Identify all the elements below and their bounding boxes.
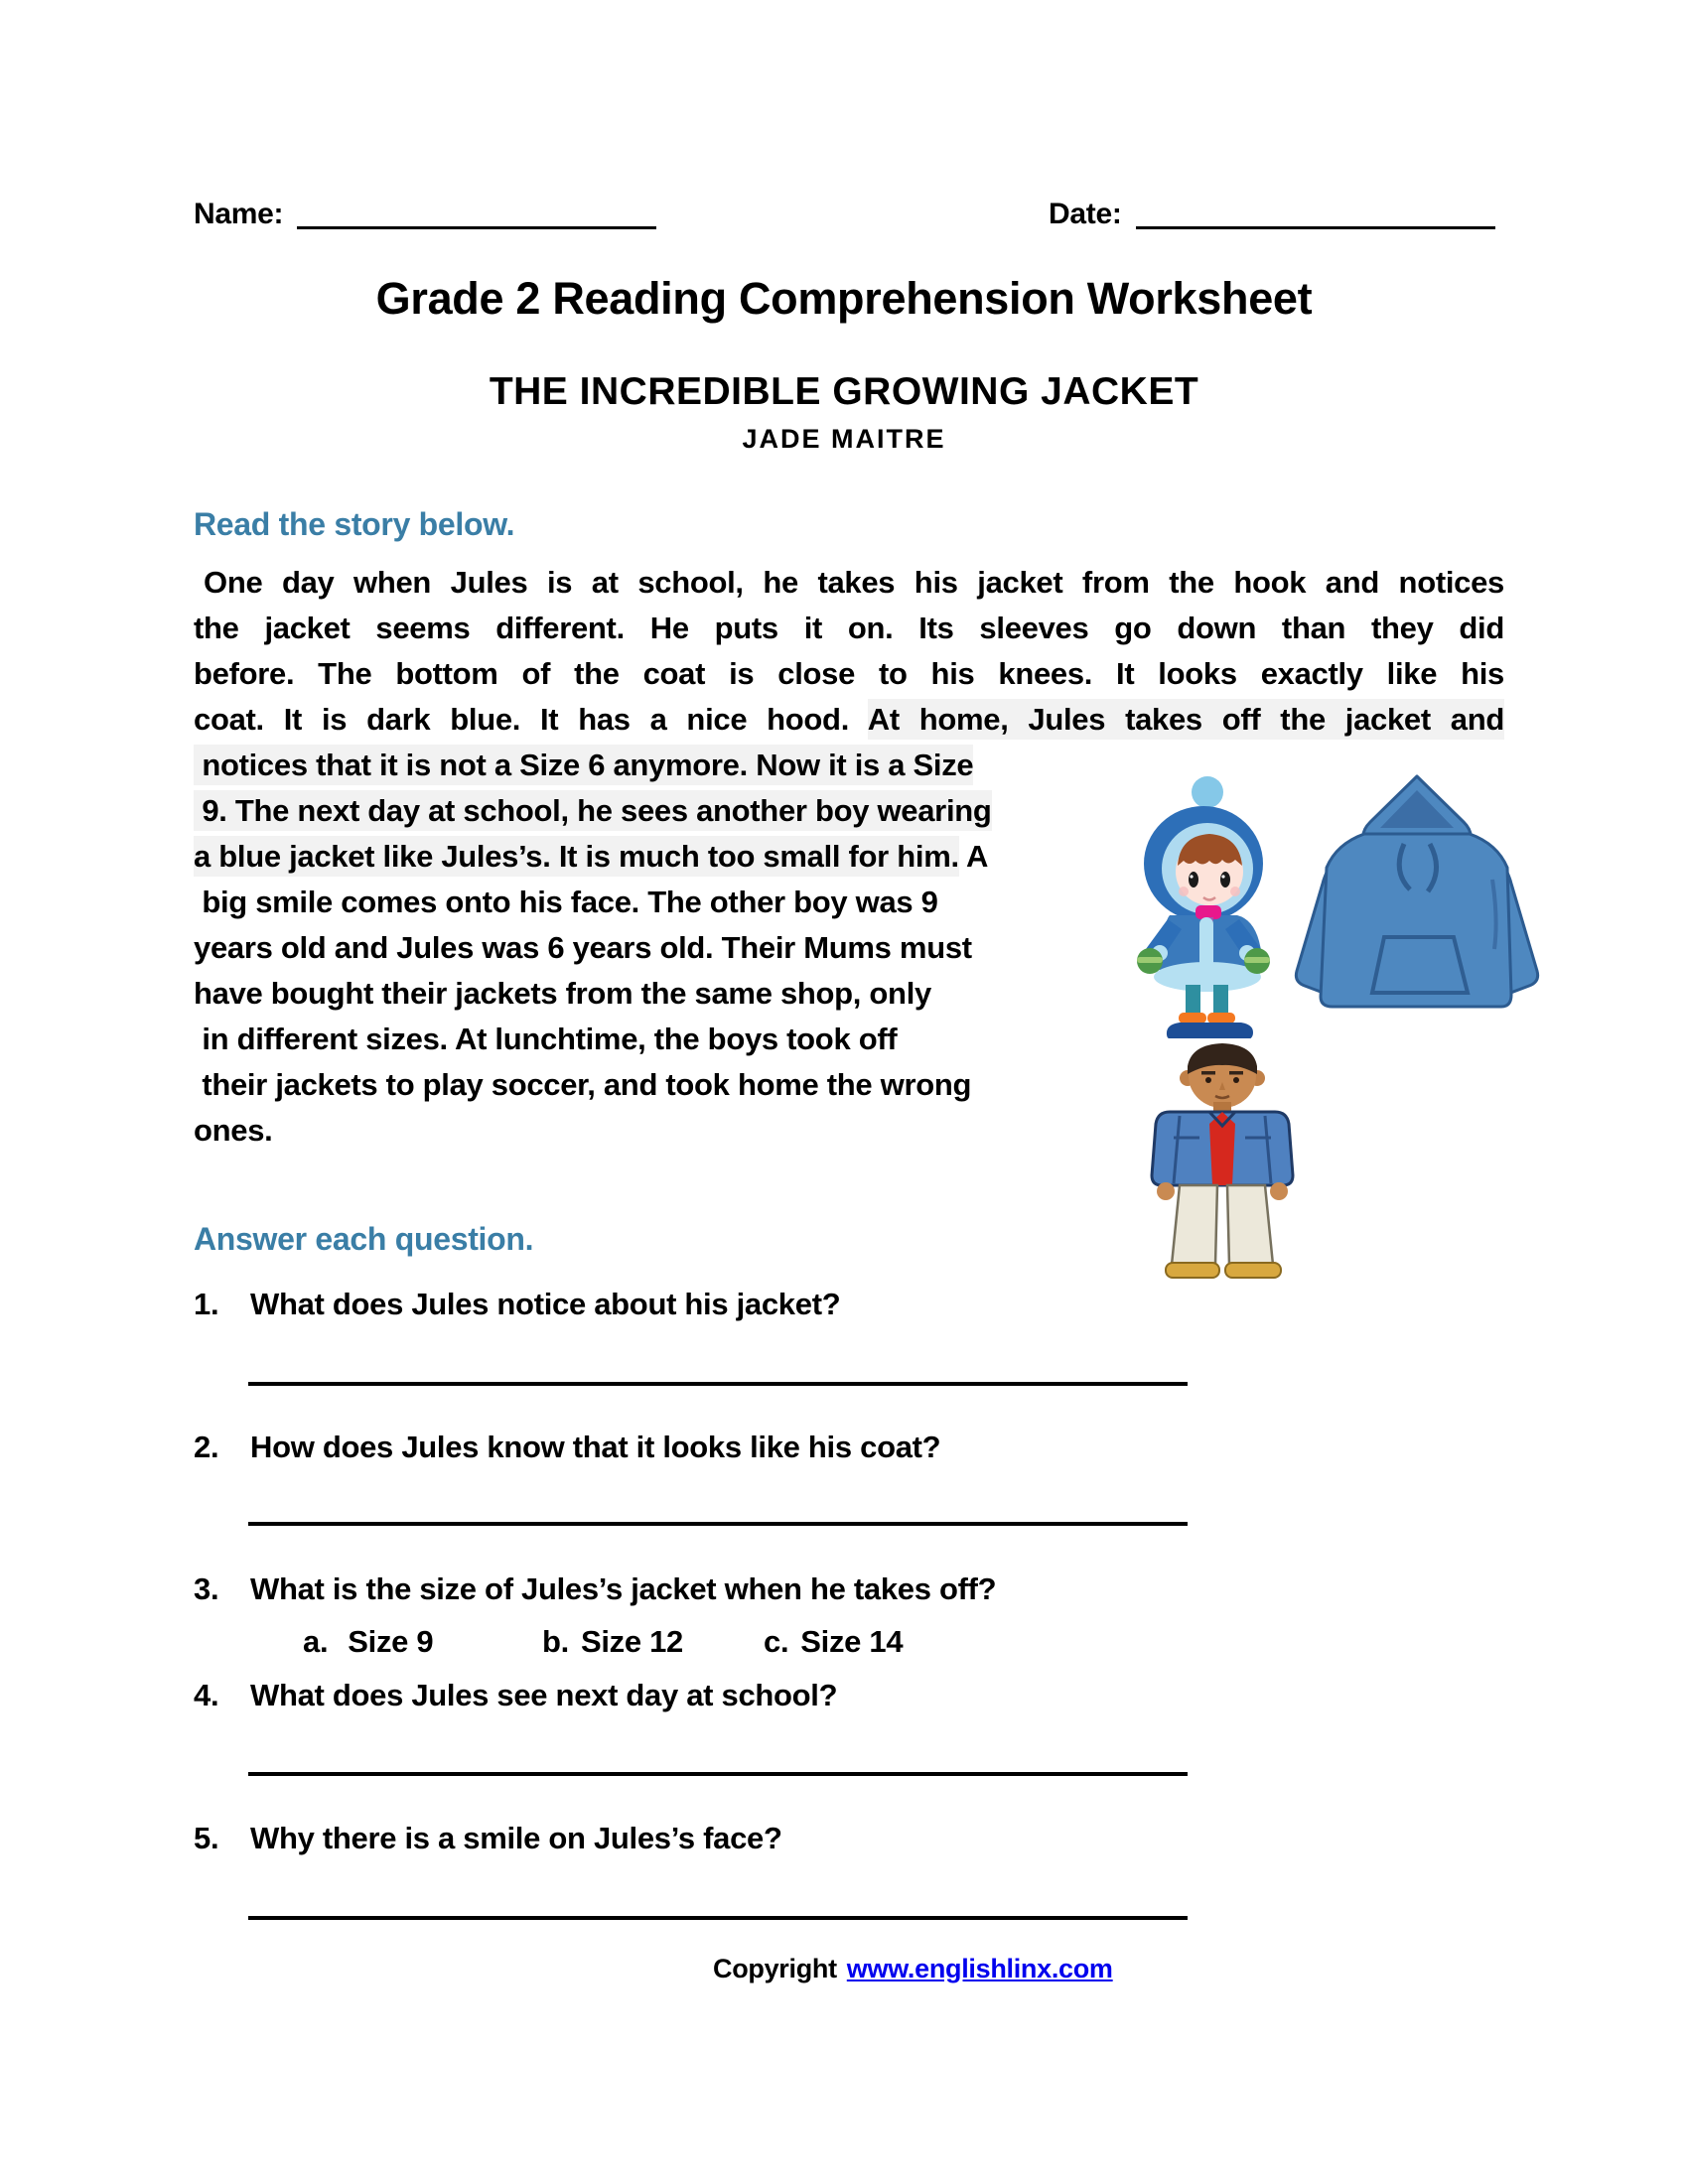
header-row	[0, 197, 1688, 240]
answer-line-1	[248, 1382, 1188, 1386]
question-3-text: What is the size of Jules’s jacket when he takes off?	[250, 1571, 997, 1606]
story-text-segment: coat. It is dark blue. It has a nice hood.	[194, 702, 868, 737]
copyright-link[interactable]: www.englishlinx.com	[846, 1954, 1113, 1983]
story-line	[194, 697, 1504, 743]
option-a-text: Size 9	[348, 1624, 434, 1659]
option-c	[764, 1619, 903, 1665]
option-a-label: a.	[303, 1624, 329, 1659]
question-5	[194, 1816, 1385, 1861]
question-2	[194, 1425, 1385, 1470]
boy-in-jacket-icon	[1118, 1038, 1325, 1283]
copyright-label: Copyright	[713, 1954, 837, 1983]
question-4	[194, 1673, 1385, 1718]
story-text-segment: in different sizes. At lunchtime, the boys took off	[194, 1022, 898, 1056]
story-highlighted-text: 9. The next day at school, he sees another boy wearing	[194, 790, 992, 831]
option-b-text: Size 12	[580, 1624, 683, 1659]
story-text-segment: A	[958, 839, 989, 874]
date-blank-line	[1136, 222, 1495, 229]
story-text-segment: years old and Jules was 6 years old. Their Mums must	[194, 930, 972, 965]
answer-line-4	[248, 1916, 1188, 1920]
question-2-text: How does Jules know that it looks like his coat?	[250, 1430, 941, 1464]
story-line	[194, 651, 1504, 697]
option-b	[542, 1619, 683, 1665]
question-1-text: What does Jules notice about his jacket?	[250, 1287, 841, 1321]
story-text-segment: before. The bottom of the coat is close to his knees. It looks exactly like his	[194, 656, 1504, 691]
date-field	[1049, 197, 1495, 232]
answer-questions-heading: Answer each question.	[194, 1221, 534, 1257]
question-1-number: 1.	[194, 1287, 219, 1321]
winter-child-illustration	[1124, 772, 1283, 1038]
story-author: JADE MAITRE	[742, 424, 946, 454]
story-text-segment: ones.	[194, 1113, 273, 1148]
question-4-text: What does Jules see next day at school?	[250, 1678, 838, 1712]
story-text-segment: big smile comes onto his face. The other boy was 9	[194, 885, 938, 919]
question-1	[194, 1282, 1385, 1327]
question-3	[194, 1567, 1385, 1612]
name-field	[194, 197, 656, 232]
option-a	[303, 1619, 433, 1665]
question-2-number: 2.	[194, 1430, 219, 1464]
story-highlighted-text: At home, Jules takes off the jacket and	[868, 699, 1504, 740]
option-b-label: b.	[542, 1624, 569, 1659]
story-title: THE INCREDIBLE GROWING JACKET	[489, 370, 1199, 413]
question-5-number: 5.	[194, 1821, 219, 1855]
question-4-number: 4.	[194, 1678, 219, 1712]
blue-hoodie-icon	[1279, 770, 1555, 1036]
story-text-segment: the jacket seems different. He puts it on. Its sleeves go down than they did	[194, 611, 1504, 645]
answer-line-3	[248, 1772, 1188, 1776]
answer-line-2	[248, 1522, 1188, 1526]
boy-in-jacket-illustration	[1118, 1038, 1325, 1283]
date-label: Date:	[1049, 198, 1122, 230]
footer	[713, 1952, 1113, 1985]
question-5-text: Why there is a smile on Jules’s face?	[250, 1821, 782, 1855]
read-story-heading: Read the story below.	[194, 506, 515, 542]
story-highlighted-text: a blue jacket like Jules’s. It is much too small for him.	[194, 836, 959, 877]
story-text-segment: have bought their jackets from the same shop, only	[194, 976, 931, 1011]
name-label: Name:	[194, 198, 284, 230]
story-line	[194, 560, 1504, 606]
worksheet-title: Grade 2 Reading Comprehension Worksheet	[375, 273, 1313, 324]
option-c-label: c.	[764, 1624, 789, 1659]
winter-child-icon	[1124, 772, 1283, 1038]
story-text-segment: their jackets to play soccer, and took home the wrong	[194, 1067, 972, 1102]
option-c-text: Size 14	[800, 1624, 904, 1659]
story-line	[194, 606, 1504, 651]
question-3-number: 3.	[194, 1571, 219, 1606]
story-highlighted-text: notices that it is not a Size 6 anymore. Now it is a Size	[194, 745, 973, 785]
story-text-segment: One day when Jules is at school, he takes his jacket from the hook and notices	[204, 565, 1504, 600]
name-blank-line	[297, 222, 656, 229]
blue-hoodie-illustration	[1279, 770, 1555, 1036]
